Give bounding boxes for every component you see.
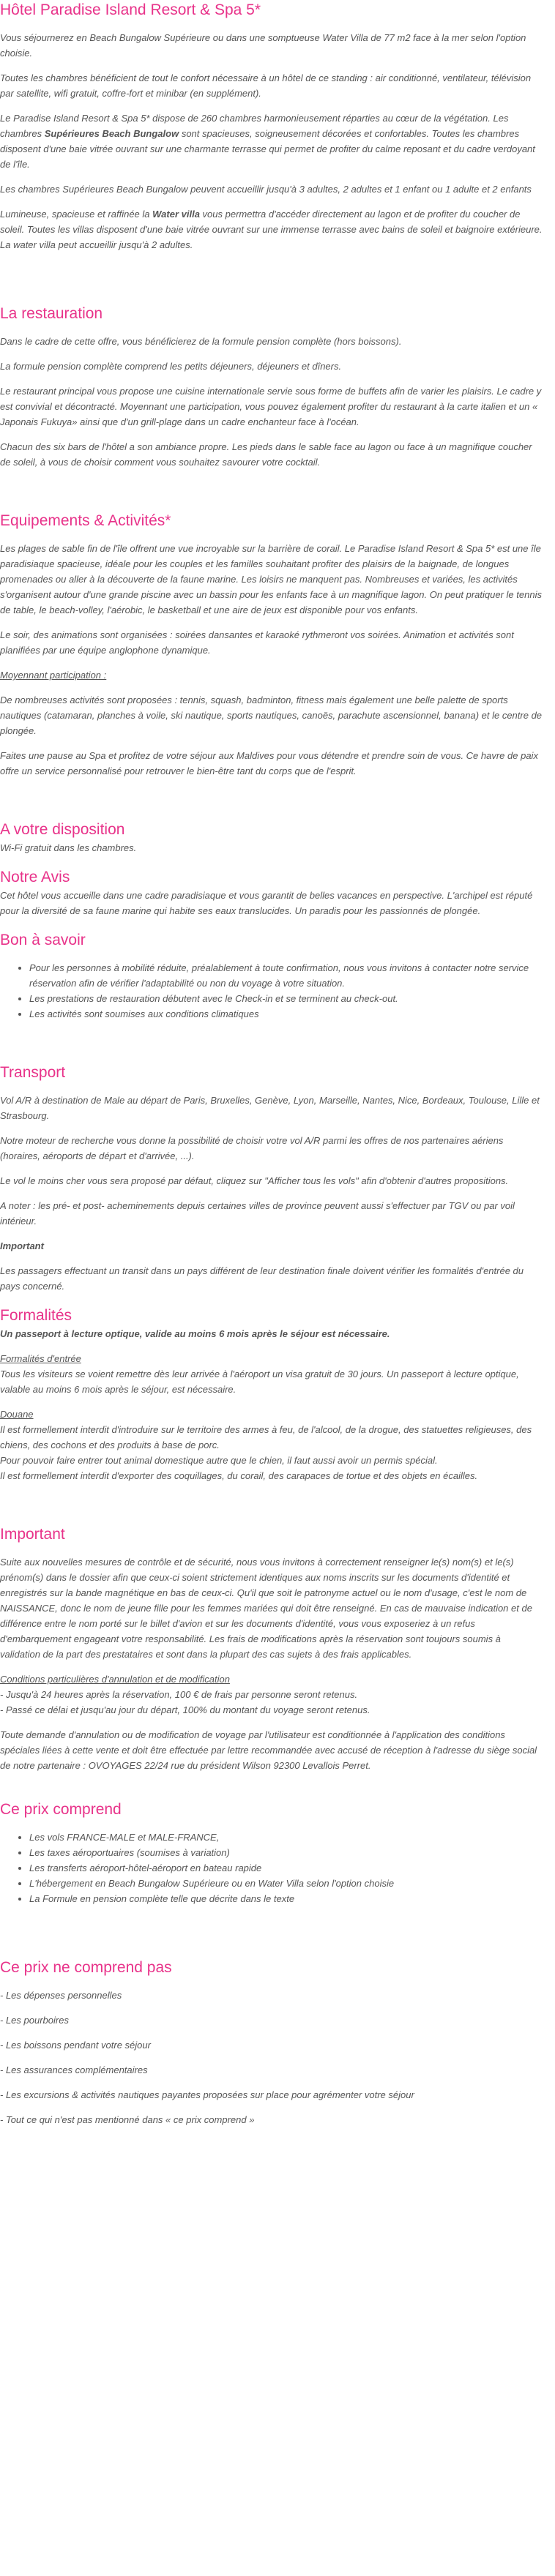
important-paragraph-5: Toute demande d'annulation ou de modification de voyage par l'utilisateur est conditionnée à l'application des conditions spéciales liées à cette vente et doit être effectuée par lettre recommandée avec accusé de réception à l'adresse du siège social de notre partenaire : OVOYAGES 22/24 rue du président Wilson 92300 Levallois Perret. [0,1729,537,1771]
hotel-paragraph-5-c: vous permettra d'accéder directement au lagon et de profiter du coucher de soleil. Toutes les villas disposent d'une baie vitrée ouvrant sur une immense terrasse avec bains de soleil et baignoire extérieure. La water villa peut accueillir jusqu'à 2 adultes. [0,209,543,250]
noncomprend-item: - Les excursions & activités nautiques payantes proposées sur place pour agrémenter votre séjour [0,2089,414,2100]
transport-paragraph-2: Notre moteur de recherche vous donne la possibilité de choisir votre vol A/R parmi les offres de nos partenaires aériens (horaires, aéroports de départ et d'arrivée, ...). [0,1135,504,1161]
savoir-item: • Les prestations de restauration débutent avec le Check-in et se terminent au check-out. [29,991,543,1006]
hotel-paragraph-1: Vous séjournerez en Beach Bungalow Supérieure ou dans une somptueuse Water Villa de 77 m2 face à la mer selon l'option choisie. [0,32,526,59]
restauration-paragraph-4: Chacun des six bars de l'hôtel a son ambiance propre. Les pieds dans le sable face au lagon ou face à un magnifique coucher de soleil, à vous de choisir comment vous souhaitez savourer votre cocktail. [0,441,532,468]
activites-paragraph-1: Les plages de sable fin de l'île offrent une vue incroyable sur la barrière de corail. Le Paradise Island Resort & Spa 5* est une île paradisiaque spacieuse, idéale pour les couples et les familles souhaitant profiter des plaisirs de la baignade, de longues promenades ou aller à la découverte de la faune marine. Les loisirs ne manquent pas. Nombreuses et variées, les activités s'organisent autour d'une grande piscine avec un bassin pour les enfants face à un magnifique lagon. On peut pratiquer le tennis de table, le beach-volley, l'aérobic, le basketball et une aire de jeux est disponible pour vos enfants. [0,543,542,615]
noncomprend-item: - Les boissons pendant votre séjour [0,2040,151,2051]
transport-paragraph-5: Important [0,1240,44,1251]
restauration-paragraph-1: Dans le cadre de cette offre, vous bénéficierez de la formule pension complète (hors boissons). [0,336,402,347]
important-title: Important [0,1526,65,1543]
transport-title: Transport [0,1064,66,1081]
hotel-paragraph-3 [0,111,543,172]
restauration-title: La restauration [0,305,103,322]
activites-paragraph-3: Moyennant participation : [0,670,107,681]
formalites-paragraph-7: Il est formellement interdit d'exporter des coquillages, du corail, des carapaces de tortue et des objets en écailles. [0,1470,478,1481]
important-paragraph-2: Conditions particulières d'annulation et de modification [0,1674,230,1685]
formalites-title: Formalités [0,1307,72,1324]
noncomprend-item: - Les assurances complémentaires [0,2064,148,2075]
formalites-paragraph-4: Douane [0,1409,34,1420]
savoir-title: Bon à savoir [0,932,86,948]
formalites-paragraph-3: Tous les visiteurs se voient remettre dès leur arrivée à l'aéroport un visa gratuit de 30 jours. Un passeport à lecture optique, valable au moins 6 mois après le séjour, est nécessaire. [0,1368,519,1395]
hotel-title: Hôtel Paradise Island Resort & Spa 5* [0,1,261,18]
transport-paragraph-6: Les passagers effectuant un transit dans un pays différent de leur destination finale doivent vérifier les formalités d'entrée du pays concerné. [0,1265,524,1292]
hotel-paragraph-5-a: Lumineuse, spacieuse et raffinée la [0,209,153,220]
formalites-paragraph-6: Pour pouvoir faire entrer tout animal domestique autre que le chien, il faut aussi avoir un permis spécial. [0,1455,438,1466]
activites-paragraph-2: Le soir, des animations sont organisées : soirées dansantes et karaoké rythmeront vos soirées. Animation et activités sont planifiées par une équipe anglophone dynamique. [0,629,514,656]
savoir-item: • Les activités sont soumises aux conditions climatiques [29,1006,543,1022]
hotel-paragraph-3-b: Supérieures Beach Bungalow [44,128,179,139]
formalites-paragraph-2: Formalités d'entrée [0,1353,81,1364]
important-paragraph-3: - Jusqu'à 24 heures après la réservation, 100 € de frais par personne seront retenus. [0,1689,358,1700]
comprend-list [0,1830,543,1906]
disposition-paragraph-1: Wi-Fi gratuit dans les chambres. [0,842,137,853]
comprend-title: Ce prix comprend [0,1801,122,1818]
comprend-item: • Les vols FRANCE-MALE et MALE-FRANCE, [29,1830,543,1845]
transport-paragraph-1: Vol A/R à destination de Male au départ de Paris, Bruxelles, Genève, Lyon, Marseille, Nantes, Nice, Bordeaux, Toulouse, Lille et Strasbourg. [0,1095,540,1121]
hotel-paragraph-5-b: Water villa [152,209,200,220]
avis-paragraph-1: Cet hôtel vous accueille dans une cadre paradisiaque et vous garantit de belles vacances en perspective. L'archipel est réputé pour la diversité de sa faune marine qui habite ses eaux translucides. Un paradis pour les passionnés de plongée. [0,890,533,916]
hotel-paragraph-4: Les chambres Supérieures Beach Bungalow peuvent accueillir jusqu'à 3 adultes, 2 adultes et 1 enfant ou 1 adulte et 2 enfants [0,184,532,195]
restauration-paragraph-3: Le restaurant principal vous propose une cuisine internationale servie sous forme de buffets afin de varier les plaisirs. Le cadre y est convivial et décontracté. Moyennant une participation, vous pouvez également profiter du restaurant à la carte italien et un « Japonais Fukuya» ainsi que d'un grill-plage dans un cadre enchanteur face à l'océan. [0,386,542,427]
comprend-item: • La Formule en pension complète telle que décrite dans le texte [29,1891,543,1906]
hotel-paragraph-5 [0,206,543,252]
restauration-paragraph-2: La formule pension complète comprend les petits déjeuners, déjeuners et dîners. [0,361,342,372]
savoir-item: • Pour les personnes à mobilité réduite, préalablement à toute confirmation, nous vous invitons à contacter notre service réservation afin de vérifier l'adaptabilité ou non du voyage à votre situation. [29,960,543,991]
transport-paragraph-3: Le vol le moins cher vous sera proposé par défaut, cliquez sur "Afficher tous les vols" afin d'obtenir d'autres propositions. [0,1175,509,1186]
noncomprend-item: - Les dépenses personnelles [0,1990,122,2001]
activites-paragraph-5: Faites une pause au Spa et profitez de votre séjour aux Maldives pour vous détendre et prendre soin de vous. Ce havre de paix offre un service personnalisé pour retrouver le bien-être tant du corps que de l'esprit. [0,750,538,776]
hotel-paragraph-3-a: Le Paradise Island Resort & Spa 5* dispose de 260 chambres harmonieusement réparties au cœur de la végétation. Les chambres [0,113,509,139]
comprend-item: • Les transferts aéroport-hôtel-aéroport en bateau rapide [29,1860,543,1876]
hotel-paragraph-3-c: sont spacieuses, soigneusement décorées et confortables. Toutes les chambres disposent d'une baie vitrée ouvrant sur une charmante terrasse qui permet de profiter du calme reposant et du cadre verdoyant de l'île. [0,128,535,170]
noncomprend-item: - Tout ce qui n'est pas mentionné dans « ce prix comprend » [0,2114,255,2125]
transport-paragraph-4: A noter : les pré- et post- acheminements depuis certaines villes de province peuvent aussi s'effectuer par TGV ou par voil intérieur. [0,1200,515,1227]
activites-title: Equipements & Activités* [0,512,171,529]
formalites-paragraph-5: Il est formellement interdit d'introduire sur le territoire des armes à feu, de l'alcool, de la drogue, des statuettes religieuses, des chiens, des cochons et des produits à base de porc. [0,1424,532,1450]
formalites-paragraph-1: Un passeport à lecture optique, valide au moins 6 mois après le séjour est nécessaire. [0,1328,390,1339]
disposition-title: A votre disposition [0,821,125,838]
noncomprend-title: Ce prix ne comprend pas [0,1959,172,1976]
savoir-list [0,960,543,1022]
comprend-item: • L'hébergement en Beach Bungalow Supérieure ou en Water Villa selon l'option choisie [29,1876,543,1891]
important-paragraph-4: - Passé ce délai et jusqu'au jour du départ, 100% du montant du voyage seront retenus. [0,1704,370,1715]
noncomprend-item: - Les pourboires [0,2015,69,2026]
comprend-item: • Les taxes aéroportuaires (soumises à variation) [29,1845,543,1860]
avis-title: Notre Avis [0,869,70,886]
hotel-paragraph-2: Toutes les chambres bénéficient de tout le confort nécessaire à un hôtel de ce standing : air conditionné, ventilateur, télévision par satellite, wifi gratuit, coffre-fort et minibar (en supplément). [0,72,532,99]
important-paragraph-1: Suite aux nouvelles mesures de contrôle et de sécurité, nous vous invitons à correctement renseigner le(s) nom(s) et le(s) prénom(s) dans le dossier afin que ceux-ci soient strictement identiques aux noms inscrits sur les documents d'identité et enregistrés sur la bande magnétique en bas de ceux-ci. Qu'il que soit le patronyme actuel ou le nom d'usage, c'est le nom de NAISSANCE, donc le nom de jeune fille pour les femmes mariées qui doit être renseigné. En cas de mauvaise indication et de différence entre le nom porté sur le billet d'avion et sur les documents d'identité, vous vous exposeriez à un refus d'embarquement engageant votre responsabilité. Les frais de modifications après la réservation sont toujours soumis à validation de la part des prestataires et sont dans la plupart des cas sujets à des frais applicables. [0,1557,532,1660]
activites-paragraph-4: De nombreuses activités sont proposées : tennis, squash, badminton, fitness mais également une belle palette de sports nautiques (catamaran, planches à voile, ski nautique, sports nautiques, canoës, parachute ascensionnel, banana) et le centre de plongée. [0,694,543,736]
